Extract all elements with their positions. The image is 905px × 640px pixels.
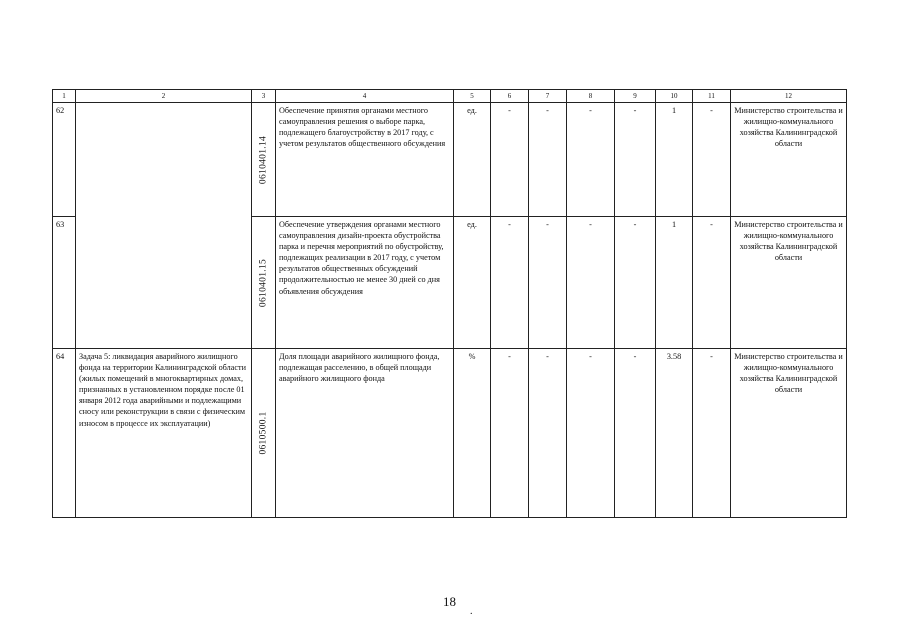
value-cell: - bbox=[615, 103, 656, 217]
code-cell bbox=[252, 217, 276, 349]
column-number: 10 bbox=[656, 90, 693, 103]
value-cell: - bbox=[693, 349, 731, 518]
value-cell: - bbox=[491, 349, 529, 518]
column-number: 1 bbox=[53, 90, 76, 103]
unit-cell: ед. bbox=[454, 217, 491, 349]
task-cell: Задача 5: ликвидация аварийного жилищного фонда на территории Калининградской области (жилых помещений в многоквартирных домах, признанных в установленном порядке после 01 января 2012 года аварийными и подлежащими сносу или реконструкции в связи с физическим износом в процессе их эксплуатации) bbox=[76, 349, 252, 518]
indicator-code: 0610500.1 bbox=[257, 411, 268, 455]
column-number: 7 bbox=[529, 90, 567, 103]
column-number: 8 bbox=[567, 90, 615, 103]
column-number: 5 bbox=[454, 90, 491, 103]
row-number: 64 bbox=[53, 349, 76, 518]
responsible-cell: Министерство строительства и жилищно-коммунального хозяйства Калининградской области bbox=[731, 349, 847, 518]
column-number: 3 bbox=[252, 90, 276, 103]
code-cell bbox=[252, 103, 276, 217]
row-number: 63 bbox=[53, 217, 76, 349]
value-cell: - bbox=[693, 103, 731, 217]
column-number: 4 bbox=[276, 90, 454, 103]
responsible-cell: Министерство строительства и жилищно-коммунального хозяйства Калининградской области bbox=[731, 217, 847, 349]
program-indicators-table bbox=[52, 89, 847, 518]
column-number: 11 bbox=[693, 90, 731, 103]
value-cell: - bbox=[567, 217, 615, 349]
column-number: 12 bbox=[731, 90, 847, 103]
column-number: 9 bbox=[615, 90, 656, 103]
value-cell: 1 bbox=[656, 103, 693, 217]
value-cell: 3.58 bbox=[656, 349, 693, 518]
value-cell: - bbox=[529, 217, 567, 349]
indicator-code: 0610401.14 bbox=[257, 135, 268, 184]
page-number: 18 bbox=[443, 594, 456, 609]
column-number: 2 bbox=[76, 90, 252, 103]
value-cell: - bbox=[615, 349, 656, 518]
value-cell: - bbox=[615, 217, 656, 349]
responsible-cell: Министерство строительства и жилищно-коммунального хозяйства Калининградской области bbox=[731, 103, 847, 217]
indicator-name: Доля площади аварийного жилищного фонда, подлежащая расселению, в общей площади аварийного жилищного фонда bbox=[276, 349, 454, 518]
value-cell: - bbox=[567, 103, 615, 217]
column-number: 6 bbox=[491, 90, 529, 103]
trailing-mark: . bbox=[470, 606, 473, 617]
table-row bbox=[53, 349, 847, 518]
code-cell bbox=[252, 349, 276, 518]
value-cell: - bbox=[529, 349, 567, 518]
task-cell bbox=[76, 103, 252, 349]
indicator-name: Обеспечение утверждения органами местного самоуправления дизайн-проекта обустройства парка и перечня мероприятий по обустройству, подлежащих реализации в 2017 году, с учетом результатов общественных обсуждений продолжительностью не менее 30 дней со дня объявления обсуждения bbox=[276, 217, 454, 349]
value-cell: - bbox=[529, 103, 567, 217]
unit-cell: % bbox=[454, 349, 491, 518]
indicator-code: 0610401.15 bbox=[257, 258, 268, 307]
value-cell: 1 bbox=[656, 217, 693, 349]
unit-cell: ед. bbox=[454, 103, 491, 217]
indicator-name: Обеспечение принятия органами местного самоуправления решения о выборе парка, подлежащего благоустройству в 2017 году, с учетом результатов общественного обсуждения bbox=[276, 103, 454, 217]
value-cell: - bbox=[567, 349, 615, 518]
value-cell: - bbox=[491, 103, 529, 217]
row-number: 62 bbox=[53, 103, 76, 217]
table-row bbox=[53, 103, 847, 217]
value-cell: - bbox=[491, 217, 529, 349]
value-cell: - bbox=[693, 217, 731, 349]
column-number-row bbox=[53, 90, 847, 103]
